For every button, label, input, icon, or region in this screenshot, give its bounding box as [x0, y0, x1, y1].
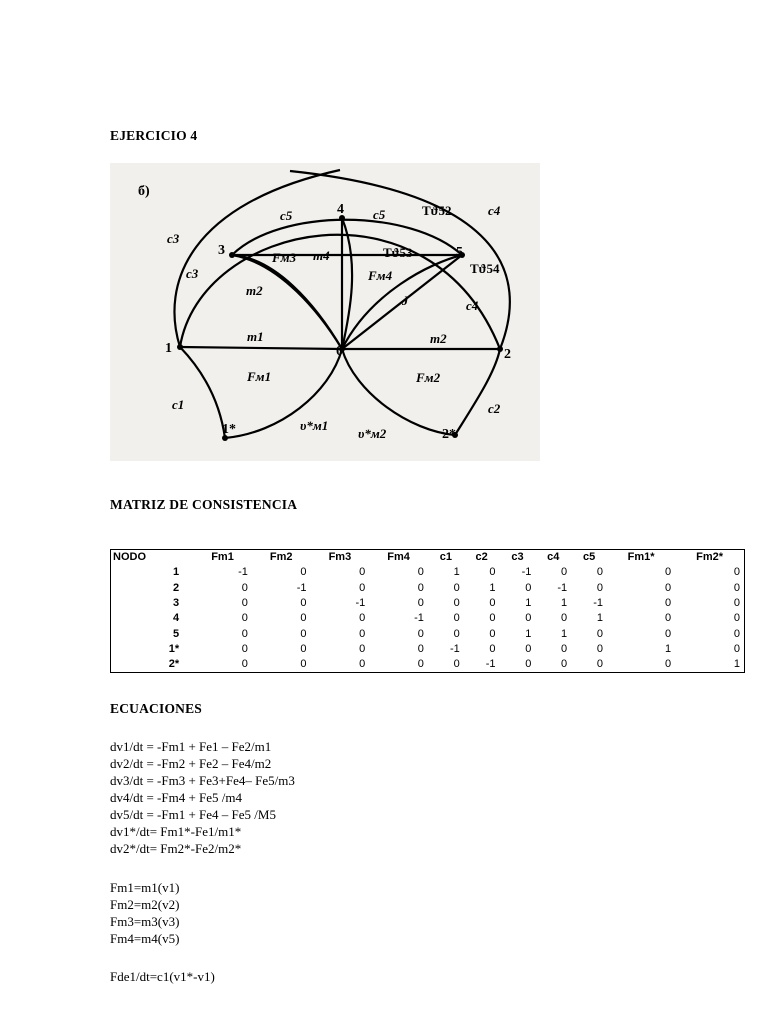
- label-c4-outer: c4: [488, 203, 501, 218]
- matrix-value-cell: 1: [733, 658, 740, 671]
- matrix-value-cell: 1: [489, 581, 496, 594]
- matrix-value-cell: 0: [359, 612, 366, 625]
- matrix-value-cell: 0: [596, 642, 603, 655]
- equation-line: dv5/dt = -Fm1 + Fe4 – Fe5 /M5: [110, 807, 276, 822]
- label-c3-inner: c3: [186, 266, 199, 281]
- label-v1: υ*м1: [300, 418, 329, 433]
- matrix-node-cell: 5: [173, 627, 180, 640]
- definition-line: Fm2=m2(v2): [110, 897, 180, 912]
- matrix-value-cell: 0: [417, 658, 424, 671]
- equations-title: ECUACIONES: [110, 701, 203, 716]
- matrix-value-cell: 1: [525, 597, 532, 610]
- matrix-header-row: [111, 550, 745, 566]
- matrix-value-cell: 0: [300, 658, 307, 671]
- matrix-value-cell: 0: [359, 642, 366, 655]
- matrix-value-cell: -1: [485, 658, 496, 671]
- matrix-header-cell: c1: [439, 551, 452, 564]
- label-t54: Tϑ54: [470, 261, 500, 276]
- edge-1-1star: [180, 347, 225, 438]
- matrix-node-cell: 1*: [168, 642, 180, 655]
- matrix-value-cell: 0: [453, 581, 460, 594]
- label-m4: m4: [313, 248, 330, 263]
- matrix-node-cell: 4: [173, 612, 180, 625]
- matrix-value-cell: 0: [733, 566, 740, 579]
- matrix-value-cell: 0: [525, 581, 532, 594]
- matrix-value-cell: 0: [300, 627, 307, 640]
- matrix-value-cell: 0: [453, 597, 460, 610]
- node-4: 4: [337, 202, 344, 217]
- matrix-value-cell: -1: [414, 612, 424, 625]
- matrix-value-cell: 0: [241, 642, 248, 655]
- edge-2star-2: [455, 349, 500, 435]
- node-1star: 1*: [222, 422, 236, 437]
- definition-line: Fm3=m3(v3): [110, 914, 180, 929]
- matrix-value-cell: 0: [359, 627, 366, 640]
- corner-label: б): [138, 184, 150, 199]
- matrix-value-cell: 0: [453, 612, 460, 625]
- label-v2: υ*м2: [358, 426, 387, 441]
- differential-equations: [110, 738, 295, 857]
- matrix-value-cell: 0: [525, 658, 532, 671]
- matrix-value-cell: 0: [596, 566, 603, 579]
- matrix-value-cell: 0: [300, 612, 307, 625]
- matrix-value-cell: 0: [596, 581, 603, 594]
- equation-line: dv2/dt = -Fm2 + Fe2 – Fe4/m2: [110, 756, 272, 771]
- matrix-value-cell: 0: [241, 627, 248, 640]
- matrix-value-cell: 1: [561, 597, 568, 610]
- matrix-header-cell: Fm1: [211, 551, 234, 564]
- node-0: 0: [336, 344, 343, 359]
- matrix-node-cell: 2*: [168, 658, 180, 671]
- force-definitions: [110, 879, 179, 947]
- matrix-value-cell: 0: [489, 597, 496, 610]
- matrix-value-cell: 0: [733, 597, 740, 610]
- label-c2: c2: [488, 401, 501, 416]
- edge-1-0: [180, 347, 342, 349]
- label-c4-inner: c4: [466, 298, 479, 313]
- label-c5-right: c5: [373, 207, 386, 222]
- equation-line: dv1/dt = -Fm1 + Fe1 – Fe2/m1: [110, 739, 272, 754]
- matrix-value-cell: 0: [664, 566, 672, 579]
- matrix-value-cell: 0: [596, 627, 603, 640]
- matrix-node-cell: 2: [173, 581, 180, 594]
- matrix-value-cell: 0: [733, 627, 740, 640]
- matrix-value-cell: 0: [489, 642, 496, 655]
- node-5: 5: [456, 245, 463, 260]
- matrix-value-cell: 0: [417, 627, 424, 640]
- exercise-title: EJERCICIO 4: [110, 128, 198, 143]
- node-3: 3: [218, 243, 225, 258]
- matrix-value-cell: 0: [241, 612, 248, 625]
- matrix-value-cell: 0: [417, 642, 424, 655]
- matrix-header-cell: Fm1*: [627, 551, 655, 564]
- matrix-value-cell: 0: [561, 642, 568, 655]
- matrix-node-cell: 3: [173, 597, 180, 610]
- label-j: J: [402, 293, 409, 308]
- network-diagram: [110, 163, 540, 461]
- matrix-header-cell: Fm2: [269, 551, 293, 564]
- matrix-header-cell: NODO: [113, 551, 146, 564]
- matrix-row: [111, 565, 745, 580]
- matrix-value-cell: 1: [664, 642, 672, 655]
- matrix-header-cell: Fm2*: [696, 551, 723, 564]
- matrix-value-cell: 0: [525, 612, 532, 625]
- matrix-value-cell: 0: [525, 642, 532, 655]
- matrix-value-cell: 0: [561, 612, 568, 625]
- node-1: 1: [165, 341, 172, 356]
- matrix-value-cell: -1: [449, 642, 460, 655]
- equation-line: dv1*/dt= Fm1*-Fe1/m1*: [110, 824, 242, 839]
- matrix-title: MATRIZ DE CONSISTENCIA: [110, 497, 298, 512]
- label-c5-left: c5: [280, 208, 293, 223]
- matrix-header-cell: c4: [547, 551, 560, 564]
- matrix-header-cell: c2: [475, 551, 488, 564]
- matrix-header-cell: c5: [582, 551, 596, 564]
- matrix-row: [111, 611, 745, 626]
- matrix-value-cell: 0: [417, 566, 424, 579]
- matrix-value-cell: 1: [561, 627, 568, 640]
- matrix-value-cell: -1: [238, 566, 248, 579]
- matrix-value-cell: 0: [300, 642, 307, 655]
- matrix-value-cell: 1: [596, 612, 603, 625]
- matrix-value-cell: 0: [664, 597, 672, 610]
- matrix-value-cell: -1: [355, 597, 366, 610]
- matrix-header-cell: c3: [511, 551, 524, 564]
- matrix-value-cell: 0: [359, 566, 366, 579]
- matrix-value-cell: 0: [561, 658, 568, 671]
- matrix-value-cell: 0: [417, 581, 424, 594]
- definition-line: Fm4=m4(v5): [110, 931, 180, 946]
- elastic-equations: [110, 968, 215, 985]
- label-t52: Tϑ52: [422, 203, 452, 218]
- matrix-value-cell: 0: [241, 597, 248, 610]
- matrix-header-cell: Fm4: [387, 551, 410, 564]
- label-fm1: Fм1: [247, 369, 272, 384]
- matrix-value-cell: 0: [664, 658, 672, 671]
- consistency-matrix: [110, 549, 745, 673]
- node-2: 2: [504, 347, 511, 362]
- matrix-value-cell: 0: [561, 566, 568, 579]
- label-fm4: Fм4: [368, 268, 393, 283]
- matrix-value-cell: 0: [453, 627, 460, 640]
- matrix-value-cell: 1: [453, 566, 460, 579]
- label-t53: Tϑ53: [383, 245, 413, 260]
- equation-line: dv4/dt = -Fm4 + Fe5 /m4: [110, 790, 243, 805]
- label-m1: m1: [247, 329, 264, 344]
- matrix-value-cell: -1: [593, 597, 603, 610]
- matrix-value-cell: 0: [453, 658, 460, 671]
- elastic-equation-line: Fde1/dt=c1(v1*-v1): [110, 969, 215, 984]
- label-m2-right: m2: [430, 331, 447, 346]
- matrix-value-cell: 0: [489, 612, 496, 625]
- matrix-node-cell: 1: [173, 566, 180, 579]
- matrix-value-cell: 0: [596, 658, 603, 671]
- matrix-value-cell: 0: [359, 581, 366, 594]
- matrix-value-cell: 0: [664, 581, 672, 594]
- matrix-value-cell: 0: [489, 566, 496, 579]
- matrix-row: [111, 581, 745, 596]
- matrix-row: [111, 642, 745, 657]
- matrix-value-cell: 0: [664, 627, 672, 640]
- arc-upper: [180, 235, 500, 349]
- edge-4-0-curve: [342, 218, 352, 349]
- matrix-value-cell: 1: [525, 627, 532, 640]
- matrix-value-cell: 0: [300, 566, 307, 579]
- equation-line: dv3/dt = -Fm3 + Fe3+Fe4– Fe5/m3: [110, 773, 295, 788]
- matrix-value-cell: 0: [733, 581, 740, 594]
- matrix-value-cell: -1: [557, 581, 568, 594]
- matrix-row: [111, 626, 745, 641]
- matrix-value-cell: 0: [733, 612, 740, 625]
- label-c1: c1: [172, 397, 185, 412]
- matrix-row: [111, 596, 745, 611]
- matrix-value-cell: -1: [296, 581, 307, 594]
- label-c3-outer: c3: [167, 231, 180, 246]
- edge-0-2star: [342, 349, 455, 435]
- matrix-value-cell: 0: [733, 642, 740, 655]
- matrix-value-cell: 0: [359, 658, 366, 671]
- matrix-value-cell: 0: [417, 597, 424, 610]
- matrix-value-cell: 0: [241, 658, 248, 671]
- matrix-header-cell: Fm3: [328, 551, 352, 564]
- matrix-row: [111, 657, 745, 673]
- matrix-value-cell: 0: [664, 612, 672, 625]
- matrix-value-cell: 0: [489, 627, 496, 640]
- label-m2-left: m2: [246, 283, 263, 298]
- equation-line: dv2*/dt= Fm2*-Fe2/m2*: [110, 841, 242, 856]
- matrix-value-cell: 0: [241, 581, 248, 594]
- definition-line: Fm1=m1(v1): [110, 880, 180, 895]
- label-fm2: Fм2: [416, 370, 441, 385]
- node-2star: 2*: [442, 427, 456, 442]
- label-fm3: Fм3: [272, 250, 297, 265]
- matrix-value-cell: 0: [300, 597, 307, 610]
- matrix-value-cell: -1: [521, 566, 532, 579]
